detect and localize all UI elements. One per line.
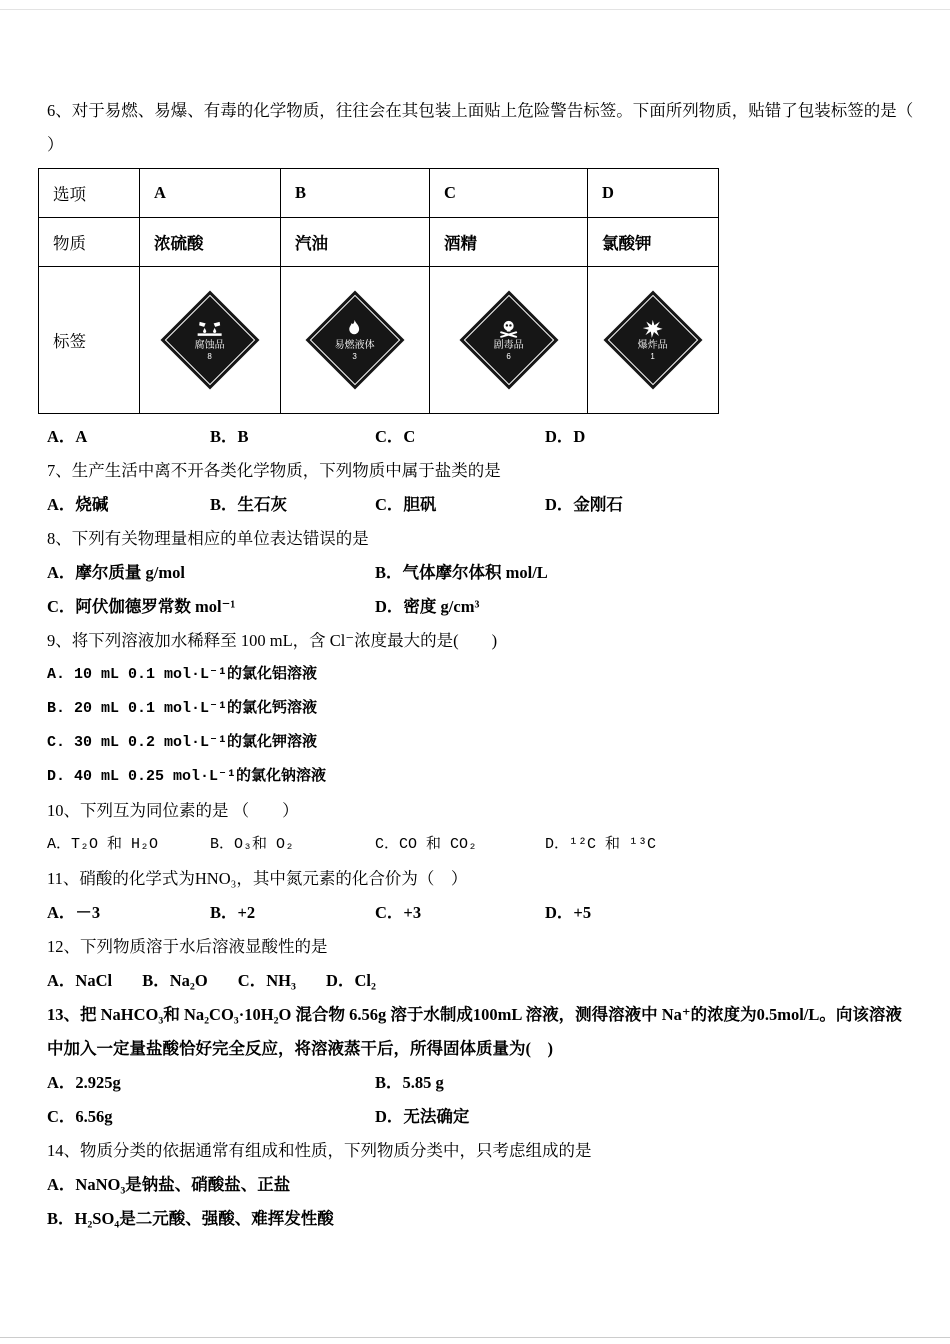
toxic-icon (498, 320, 520, 338)
q8-option-b: B．气体摩尔体积 mol/L (375, 563, 548, 582)
hazard-label-number: 6 (506, 351, 511, 361)
question-7-options (47, 494, 932, 515)
q12-option-c: C．NH₃ (237, 971, 296, 990)
hazard-label-number: 8 (207, 351, 213, 361)
q10-option-a: A．T₂O 和 H₂O (47, 836, 159, 853)
hazard-diamond (306, 291, 405, 390)
question-8-options-row1 (47, 562, 932, 583)
explosive-icon (642, 320, 664, 338)
q12-option-b: B．Na₂O (142, 971, 208, 990)
bottom-rule (0, 1337, 950, 1338)
question-8-options-row2 (47, 596, 932, 617)
hazard-label-number: 1 (650, 351, 656, 361)
q11-option-c: C．+3 (375, 903, 422, 922)
table-cell-label-b (281, 267, 430, 414)
q9-option-a: A. 10 mL 0.1 mol·L⁻¹的氯化铝溶液 (47, 666, 318, 683)
hazard-label-explosive (603, 290, 703, 390)
q7-option-a: A．烧碱 (47, 495, 109, 514)
table-cell-substance-d: 氯酸钾 (588, 218, 719, 267)
q10-option-c: C．CO 和 CO₂ (375, 836, 478, 853)
q9-option-c: C. 30 mL 0.2 mol·L⁻¹的氯化钾溶液 (47, 734, 318, 751)
q6-option-a: A．A (47, 427, 88, 446)
hazard-diamond (459, 291, 558, 390)
question-11-options (47, 902, 932, 923)
question-14-stem: 14、物质分类的依据通常有组成和性质，下列物质分类中，只考虑组成的是 (47, 1141, 592, 1160)
q14-option-a: A．NaNO₃是钠盐、硝酸盐、正盐 (47, 1175, 291, 1194)
table-cell-option-a: A (140, 169, 281, 218)
question-8-stem: 8、下列有关物理量相应的单位表达错误的是 (47, 529, 369, 548)
hazard-label-text: 腐蚀品 (195, 339, 225, 351)
table-row-option (39, 169, 719, 218)
question-11-stem: 11、硝酸的化学式为HNO₃，其中氮元素的化合价为（ ） (47, 869, 468, 888)
hazard-label-text: 剧毒品 (493, 339, 524, 351)
q11-option-d: D．+5 (545, 903, 592, 922)
question-10-stem: 10、下列互为同位素的是 （ ） (47, 801, 299, 820)
question-6-table (38, 168, 719, 414)
question-6-stem-line2: ） (47, 135, 64, 154)
question-10-options (47, 834, 932, 855)
q8-option-c: C．阿伏伽德罗常数 mol⁻¹ (47, 597, 236, 616)
hazard-label-number: 3 (352, 351, 358, 361)
table-cell-label-a (140, 267, 281, 414)
q8-option-a: A．摩尔质量 g/mol (47, 563, 185, 582)
table-header-substance: 物质 (39, 218, 140, 267)
q7-option-b: B．生石灰 (210, 495, 288, 514)
table-row-label (39, 267, 719, 414)
q6-option-b: B．B (210, 427, 249, 446)
q8-option-d: D．密度 g/cm³ (375, 597, 480, 616)
table-cell-substance-a: 浓硫酸 (140, 218, 281, 267)
question-13-options-row2 (47, 1106, 932, 1127)
hazard-label-toxic (459, 290, 559, 390)
table-cell-substance-b: 汽油 (281, 218, 430, 267)
table-cell-substance-c: 酒精 (430, 218, 588, 267)
hazard-label-corrosive (160, 290, 260, 390)
question-6-options (47, 426, 932, 447)
table-cell-label-d (588, 267, 719, 414)
q13-option-a: A．2.925g (47, 1073, 121, 1092)
corrosive-icon (197, 320, 223, 338)
q11-option-b: B．+2 (210, 903, 256, 922)
question-12-stem: 12、下列物质溶于水后溶液显酸性的是 (47, 937, 328, 956)
q6-option-d: D．D (545, 427, 586, 446)
table-cell-option-d: D (588, 169, 719, 218)
table-header-option: 选项 (39, 169, 140, 218)
question-6-stem-line1: 6、对于易燃、易爆、有毒的化学物质，往往会在其包装上面贴上危险警告标签。下面所列物质，贴错了包装标签的是（ (47, 101, 914, 120)
q12-option-a: A．NaCl (47, 971, 113, 990)
table-row-substance (39, 218, 719, 267)
question-13-stem-line2: 中加入一定量盐酸恰好完全反应，将溶液蒸干后，所得固体质量为( ) (47, 1039, 553, 1058)
question-7-stem: 7、生产生活中离不开各类化学物质，下列物质中属于盐类的是 (47, 461, 501, 480)
q6-option-c: C．C (375, 427, 416, 446)
table-cell-label-c (430, 267, 588, 414)
q11-option-a: A．－3 (47, 903, 101, 922)
q13-option-b: B．5.85 g (375, 1073, 444, 1092)
q14-option-b: B．H₂SO₄是二元酸、强酸、难挥发性酸 (47, 1209, 334, 1228)
question-13-options-row1 (47, 1072, 932, 1093)
question-13-stem-line1: 13、把 NaHCO₃和 Na₂CO₃·10H₂O 混合物 6.56g 溶于水制成100mL 溶液，测得溶液中 Na⁺的浓度为0.5mol/L。向该溶液 (47, 1005, 902, 1024)
q12-option-d: D．Cl₂ (326, 971, 376, 990)
flammable-icon (346, 320, 364, 338)
table-cell-option-b: B (281, 169, 430, 218)
q10-option-d: D．¹²C 和 ¹³C (545, 836, 657, 853)
q10-option-b: B．O₃和 O₂ (210, 836, 295, 853)
question-12-options (47, 970, 932, 991)
q7-option-c: C．胆矾 (375, 495, 437, 514)
hazard-label-text: 易燃液体 (335, 339, 375, 351)
question-9-stem: 9、将下列溶液加水稀释至 100 mL，含 Cl⁻浓度最大的是( ) (47, 631, 498, 650)
q7-option-d: D．金刚石 (545, 495, 623, 514)
hazard-diamond (161, 291, 260, 390)
hazard-label-flammable (305, 290, 405, 390)
q9-option-d: D. 40 mL 0.25 mol·L⁻¹的氯化钠溶液 (47, 768, 327, 785)
top-rule (0, 9, 950, 10)
table-header-label: 标签 (39, 267, 140, 414)
hazard-label-text: 爆炸品 (638, 339, 668, 351)
table-cell-option-c: C (430, 169, 588, 218)
q13-option-c: C．6.56g (47, 1107, 113, 1126)
q13-option-d: D．无法确定 (375, 1107, 470, 1126)
q9-option-b: B. 20 mL 0.1 mol·L⁻¹的氯化钙溶液 (47, 700, 318, 717)
hazard-diamond (604, 291, 703, 390)
